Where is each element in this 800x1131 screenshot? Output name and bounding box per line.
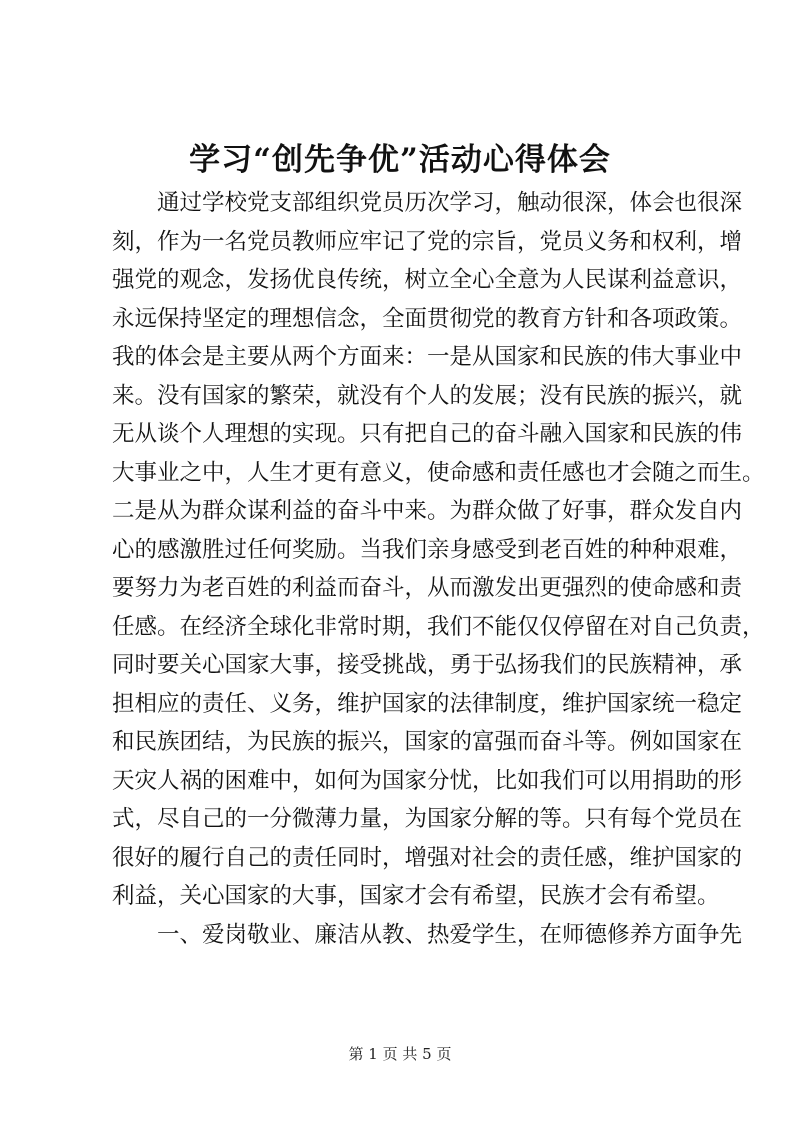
paragraph-line: 大事业之中，人生才更有意义，使命感和责任感也才会随之而生。: [112, 459, 765, 486]
paragraph-line: 和民族团结，为民族的振兴，国家的富强而奋斗等。例如国家在: [112, 729, 743, 755]
paragraph-line: 心的感激胜过任何奖励。当我们亲身感受到老百姓的种种艰难，: [112, 536, 743, 563]
paragraph-line: 刻，作为一名党员教师应牢记了党的宗旨，党员义务和权利，增: [112, 228, 743, 255]
paragraph-line: 要努力为老百姓的利益而奋斗，从而激发出更强烈的使命感和责: [112, 575, 743, 601]
paragraph-line: 来。没有国家的繁荣，就没有个人的发展；没有民族的振兴，就: [112, 382, 743, 409]
paragraph-line: 我的体会是主要从两个方面来：一是从国家和民族的伟大事业中: [112, 344, 743, 370]
paragraph-line: 通过学校党支部组织党员历次学习，触动很深，体会也很深: [157, 190, 743, 216]
paragraph-line: 二是从为群众谋利益的奋斗中来。为群众做了好事，群众发自内: [112, 498, 743, 524]
paragraph-line: 强党的观念，发扬优良传统，树立全心全意为人民谋利益意识，: [112, 267, 743, 293]
paragraph-line: 同时要关心国家大事，接受挑战，勇于弘扬我们的民族精神，承: [112, 652, 743, 678]
paragraph-line: 利益，关心国家的大事，国家才会有希望，民族才会有希望。: [112, 883, 720, 909]
section-heading-line: 一、爱岗敬业、廉洁从教、热爱学生，在师德修养方面争先: [157, 921, 743, 948]
paragraph-line: 永远保持坚定的理想信念，全面贯彻党的教育方针和各项政策。: [112, 305, 743, 332]
paragraph-line: 任感。在经济全球化非常时期，我们不能仅仅停留在对自己负责，: [112, 613, 765, 640]
document-body: [112, 184, 765, 954]
paragraph-line: 式，尽自己的一分微薄力量，为国家分解的等。只有每个党员在: [112, 806, 743, 832]
paragraph-line: 担相应的责任、义务，维护国家的法律制度，维护国家统一稳定: [112, 690, 743, 717]
document-title: 学习“创先争优”活动心得体会: [189, 142, 611, 178]
page-footer: 第 1 页 共 5 页: [348, 1045, 452, 1063]
paragraph-line: 天灾人祸的困难中，如何为国家分忧，比如我们可以用捐助的形: [112, 767, 743, 794]
paragraph-line: 无从谈个人理想的实现。只有把自己的奋斗融入国家和民族的伟: [112, 421, 743, 447]
paragraph-line: 很好的履行自己的责任同时，增强对社会的责任感，维护国家的: [112, 844, 743, 871]
